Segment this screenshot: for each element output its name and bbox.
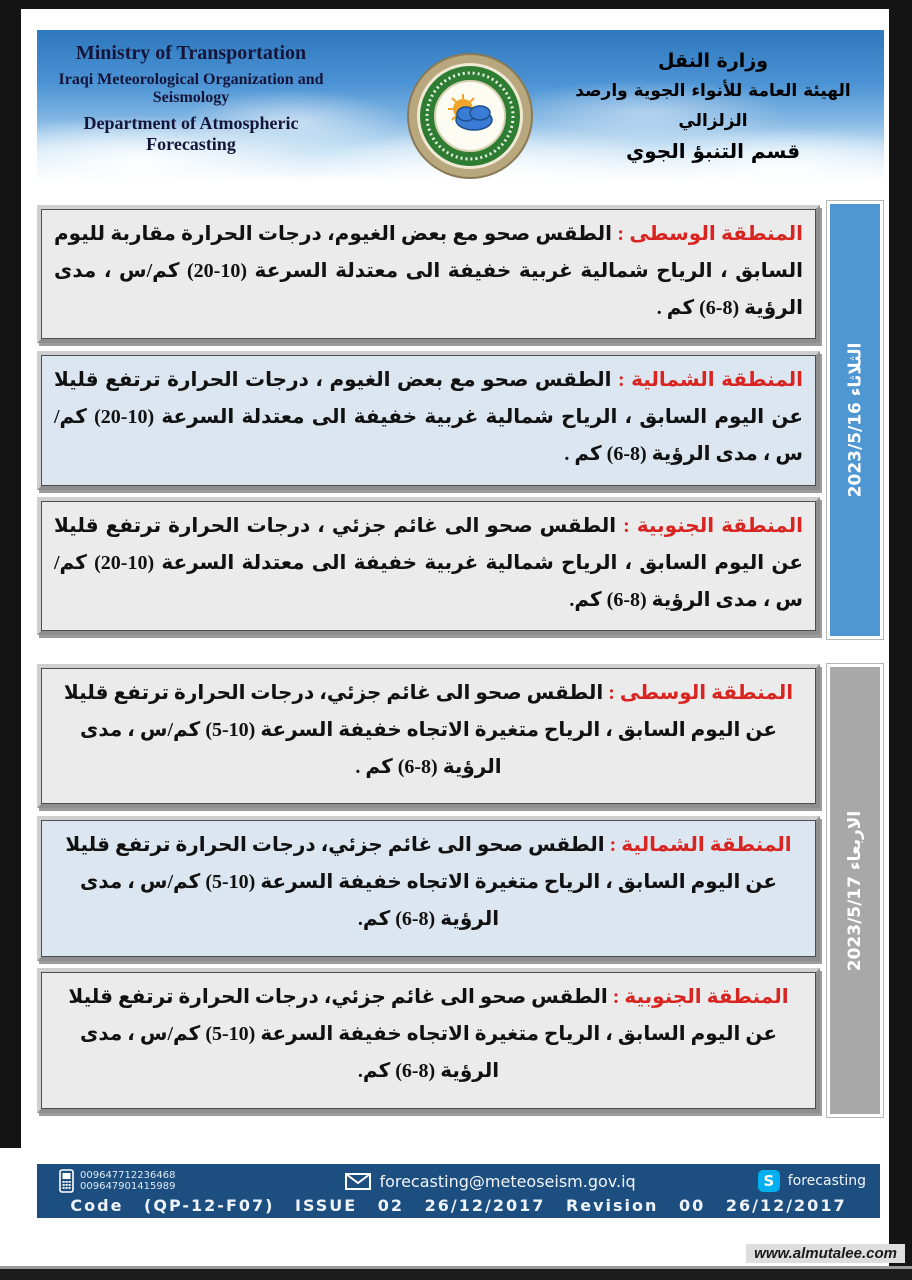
- organization-logo-icon: [406, 52, 534, 180]
- page-frame-right: [889, 0, 912, 1280]
- header-arabic-block: [548, 46, 878, 166]
- region-title: المنطقة الجنوبية :: [612, 986, 789, 1008]
- organization-title-ar: الهيئة العامة للأنواء الجوية وارصد الزلزالي: [575, 81, 851, 131]
- region-title: المنطقة الجنوبية :: [623, 515, 804, 537]
- page-frame-top: [0, 0, 912, 9]
- page-frame-bottom: [0, 1266, 912, 1280]
- region-forecast-text: الطقس صحو الى غائم جزئي، درجات الحرارة ترتفع قليلا عن اليوم السابق ، الرياح متغيرة الاتجاه خفيفة السرعة (10-5) كم/س ، مدى الرؤية (8-6) كم.: [65, 834, 777, 930]
- skype-contact-group: [758, 1170, 866, 1192]
- header-banner: [37, 30, 884, 182]
- skype-handle: forecasting: [787, 1173, 866, 1189]
- region-title: المنطقة الشمالية :: [609, 834, 792, 856]
- header-english-block: [45, 42, 337, 155]
- skype-icon: S: [758, 1170, 780, 1192]
- ministry-title-ar: وزارة النقل: [657, 50, 769, 72]
- region-title: المنطقة الوسطى :: [608, 682, 794, 704]
- department-title-ar: قسم التنبؤ الجوي: [625, 139, 801, 163]
- mobile-phone-icon: [59, 1169, 74, 1193]
- department-title-en: Department of Atmospheric Forecasting: [83, 113, 299, 154]
- region-forecast-text: الطقس صحو الى غائم جزئي ، درجات الحرارة ترتفع قليلا عن اليوم السابق ، الرياح شمالية غربية خفيفة الى معتدلة السرعة (10-20) كم/س ، مدى الرؤية (8-6) كم.: [54, 515, 804, 611]
- region-forecast-text: الطقس صحو الى غائم جزئي، درجات الحرارة ترتفع قليلا عن اليوم السابق ، الرياح متغيرة الاتجاه خفيفة السرعة (10-5) كم/س ، مدى الرؤية (8-6) كم.: [68, 986, 777, 1082]
- email-contact-group: [345, 1172, 635, 1191]
- organization-title-en: Iraqi Meteorological Organization and Seismology: [58, 71, 324, 106]
- email-address: forecasting@meteoseism.gov.iq: [379, 1171, 636, 1191]
- forecast-box-northern-day2: [37, 816, 820, 961]
- region-forecast-text: الطقس صحو مع بعض الغيوم ، درجات الحرارة ترتفع قليلا عن اليوم السابق ، الرياح شمالية غربية خفيفة الى معتدلة السرعة (10-20) كم/س ، مدى الرؤية (8-6) كم .: [54, 369, 804, 465]
- region-forecast-text: الطقس صحو الى غائم جزئي، درجات الحرارة ترتفع قليلا عن اليوم السابق ، الرياح متغيرة الاتجاه خفيفة السرعة (10-5) كم/س ، مدى الرؤية (8-6) كم .: [63, 682, 777, 778]
- envelope-icon: [345, 1173, 371, 1190]
- region-forecast-text: الطقس صحو مع بعض الغيوم، درجات الحرارة مقاربة لليوم السابق ، الرياح شمالية غربية خفيفة الى معتدلة السرعة (10-20) كم/س ، مدى الرؤية (8-6) كم .: [54, 223, 803, 319]
- forecast-box-central-day1: [37, 205, 820, 343]
- phone-number-1: 009647712236468: [80, 1170, 176, 1181]
- phone-number-2: 009647901415989: [80, 1181, 176, 1192]
- day-date-label: الاربعاء 2023/5/17: [845, 810, 865, 971]
- day-sidebar-wednesday: [826, 663, 884, 1118]
- forecast-box-central-day2: [37, 664, 820, 808]
- cloud-icon: [456, 106, 492, 130]
- forecast-box-southern-day2: [37, 968, 820, 1113]
- forecast-box-southern-day1: [37, 497, 820, 635]
- watermark-url: www.almutalee.com: [746, 1244, 905, 1263]
- document-code-line: Code (QP-12-F07) ISSUE 02 26/12/2017 Revision 00 26/12/2017: [70, 1196, 847, 1215]
- footer-contact-bar: [37, 1164, 880, 1218]
- region-title: المنطقة الوسطى :: [617, 223, 803, 245]
- phone-contact-group: [59, 1169, 175, 1193]
- region-title: المنطقة الشمالية :: [617, 369, 804, 391]
- ministry-title-en: Ministry of Transportation: [75, 42, 307, 64]
- forecast-box-northern-day1: [37, 351, 820, 490]
- day-date-label: الثلاثاء 2023/5/16: [845, 342, 865, 498]
- page-frame-left: [0, 0, 21, 1148]
- day-sidebar-tuesday: [826, 200, 884, 640]
